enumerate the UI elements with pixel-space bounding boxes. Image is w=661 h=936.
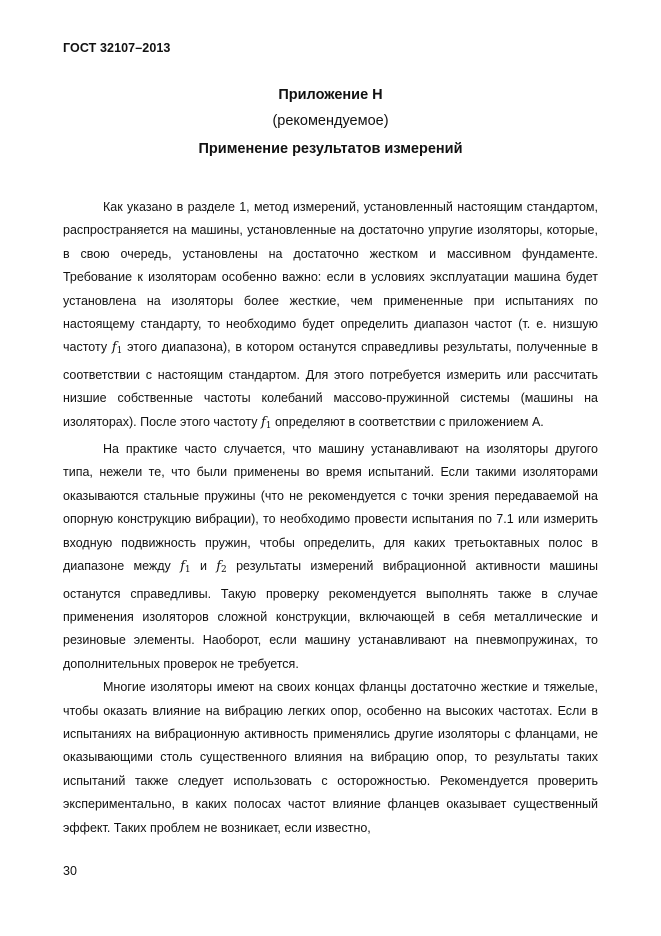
annex-title: Приложение Н: [278, 87, 383, 103]
paragraph-3-part-1: Многие изоляторы имеют на своих концах фланцы достаточно жесткие и тяжелые, чтобы оказать влияние на вибрацию легких опор, особенно на высоких частотах. Если в испытаниях на вибрационную активность применялись другие изоляторы с фланцами, не оказывающими столь существенного влияния на вибрацию опор, то результаты таких испытаний также следует использовать с осторожностью. Рекомендуется проверить экспериментально, в каких полосах частот влияние фланцев оказывает существенный эффект. Таких проблем не возникает, если известно,: [63, 680, 598, 835]
paragraph-1: [63, 196, 598, 438]
f2-symbol: [216, 559, 227, 574]
page-number: 30: [63, 864, 77, 878]
f1-symbol: [261, 415, 272, 430]
annex-titles: [0, 86, 661, 158]
paragraph-2-part-1: На практике часто случается, что машину устанавливают на изоляторы другого типа, нежели те, что были применены во время испытаний. Если такими изоляторами оказываются стальные пружины (что не рекомендуется с точки зрения передаваемой на опорную конструкцию вибрации), то необходимо провести испытания по 7.1 или измерить входную подвижность пружин, чтобы определить, для каких третьоктавных полос в диапазоне между: [63, 442, 598, 574]
paragraph-1-part-1: Как указано в разделе 1, метод измерений, установленный настоящим стандартом, распространяется на машины, установленные на достаточно упругие изоляторы, которые, в свою очередь, установлены на достаточно жестком и массивном фундаменте. Требование к изоляторам особенно важно: если в условиях эксплуатации машина будет установлена на изоляторы более жесткие, чем примененные при испытаниях по настоящему стандарту, то необходимо будет определить диапазон частот (т. е. низшую частоту: [63, 200, 598, 355]
paragraph-1-part-2: этого диапазона), в котором останутся справедливы результаты, полученные в соответствии с настоящим стандартом. Для этого потребуется измерить или рассчитать низшие собственные частоты колебаний массово-пружинной системы (машины на изоляторах). После этого частоту: [63, 340, 598, 429]
f1-symbol: [180, 559, 191, 574]
paragraph-2: [63, 438, 598, 676]
f1-subscript: 1: [265, 420, 272, 431]
body-text: [63, 196, 598, 840]
annex-heading: Применение результатов измерений: [198, 141, 463, 157]
paragraph-2-part-3: результаты измерений вибрационной активности машины останутся справедливы. Такую проверку рекомендуется выполнять также в случае применения изоляторов сложной конструкции, включающей в себя металлические и резиновые элементы. Наоборот, если машину устанавливают на пневмопружинах, то дополнительных проверок не требуется.: [63, 559, 598, 671]
standard-code: ГОСТ 32107–2013: [63, 41, 171, 55]
paragraph-2-part-2: и: [199, 559, 207, 574]
f1-symbol: [112, 340, 123, 355]
paragraph-3: [63, 676, 598, 840]
annex-status: (рекомендуемое): [272, 113, 389, 129]
f2-subscript: 2: [221, 565, 227, 576]
f1-subscript: 1: [116, 346, 123, 357]
f2-base: f: [216, 559, 222, 575]
f1-base: f: [111, 340, 117, 356]
f1-base: f: [180, 559, 185, 575]
f1-base: f: [260, 414, 266, 430]
f1-subscript: 1: [184, 565, 191, 576]
paragraph-1-part-3: определяют в соответствии с приложением А.: [274, 414, 544, 429]
